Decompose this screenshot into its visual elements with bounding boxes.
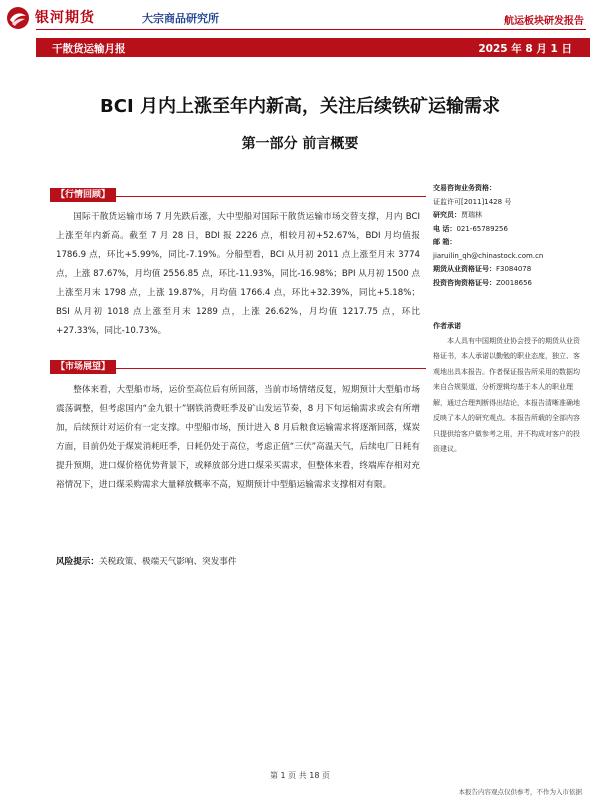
page-number: 第 1 页 共 18 页 [270, 771, 330, 780]
brand-name: 银河期货 [35, 10, 95, 26]
page-header [0, 0, 600, 34]
section-tag-label: 【市场展望】 [50, 360, 116, 374]
phone-label: 电 话： [433, 224, 457, 233]
phone-number: 021-65789256 [456, 224, 508, 233]
risk-text: 关税政策、极端天气影响、突发事件 [98, 557, 237, 567]
advisory-id: Z0018656 [496, 278, 532, 287]
analyst-sidebar [433, 182, 583, 458]
advisory-id-label: 投资咨询资格证号： [433, 278, 496, 287]
report-date: 2025 年 8 月 1 日 [478, 43, 572, 55]
license-number: 证监许可[2011]1428 号 [433, 197, 512, 206]
banner-title: 干散货运输月报 [52, 43, 126, 55]
part-title: 第一部分 前言概要 [241, 136, 359, 152]
author-commitment-text: 本人具有中国期货业协会授予的期货从业资格证书，本人承诺以勤勉的职业态度，独立、客观地出具本报告。作者保证报告所采用的数据均来自合规渠道，分析逻辑均基于本人的职业理解，通过合理判断得出结论，本报告清晰准确地反映了本人的研究观点。本报告所载的全部内容只提供给客户做参考之用，并不构成对客户的投资建议。 [433, 336, 580, 453]
risk-warning [56, 555, 237, 569]
risk-label: 风险提示： [56, 557, 99, 567]
futures-id: F3084078 [496, 265, 532, 273]
header-divider [36, 29, 586, 30]
section-tag-label: 【行情回顾】 [50, 188, 116, 202]
section-tag-outlook [50, 354, 426, 372]
contact-title: 交易咨询业务资格： [433, 184, 496, 192]
researcher-label: 研究员： [433, 211, 461, 219]
email-address[interactable]: jiaruilin_qh@chinastock.com.cn [433, 251, 544, 260]
email-label: 邮 箱： [433, 238, 457, 246]
galaxy-logo-icon [6, 6, 30, 30]
footer-disclaimer: 本报告内容观点仅供参考，不作为入市依据 [458, 788, 582, 796]
futures-id-label: 期货从业资格证号： [433, 265, 496, 273]
report-banner [36, 38, 590, 57]
institute-name: 大宗商品研究所 [142, 12, 219, 25]
page-title: BCI 月内上涨至年内新高，关注后续铁矿运输需求 [100, 96, 500, 117]
outlook-paragraph: 整体来看，大型船市场，运价至高位后有所回落，当前市场情绪反复，短期预计大型船市场震荡调整，但考虑国内“金九银十”钢铁消费旺季及矿山发运节奏，8 月下旬运输需求或会有所增加，后续预计对运价有一定支撑。中型船市场，预计进入 8 月后粮食运输需求将逐渐回落，煤炭方面，目前仍处于煤炭消耗旺季，日耗仍处于高位，考虑正值“三伏”高温天气，后续电厂日耗有提升预期，进口煤价格优势背景下，或释放部分进口煤采买需求，但整体来看，终端库存相对充裕情况下，进口煤采购需求大量释放概率不高，短期预计中型船运输需求支撑相对有限。 [56, 385, 420, 490]
review-paragraph: 国际干散货运输市场 7 月先跌后涨，大中型船对国际干散货运输市场交替支撑，月内 BCI 上涨至年内新高。截至 7 月 28 日，BDI 报 2226 点，相较月初+52.67%，BDI 月均值报 1786.9 点，环比+5.99%，同比-7.19%。分船型看，BCI 从月初 2011 点上涨至月末 3774 点，上涨 87.67%，月均值 2556.85 点，环比-11.93%，同比-16.98%；BPI 从月初 1500 点上涨至月末 1798 点，上涨 19.87%，月均值 1766.4 点，环比+32.39%，同比+5.18%；BSI 从月初 1018 点上涨至月末 1289 点，上涨 26.62%，月均值 1217.75 点，环比+27.33%，同比-10.73%。 [56, 212, 420, 336]
author-commitment-title: 作者承诺 [433, 322, 461, 330]
researcher-name: 贾瑞林 [461, 211, 482, 219]
section-tag-review [50, 182, 426, 200]
report-type: 航运板块研发报告 [504, 16, 584, 27]
